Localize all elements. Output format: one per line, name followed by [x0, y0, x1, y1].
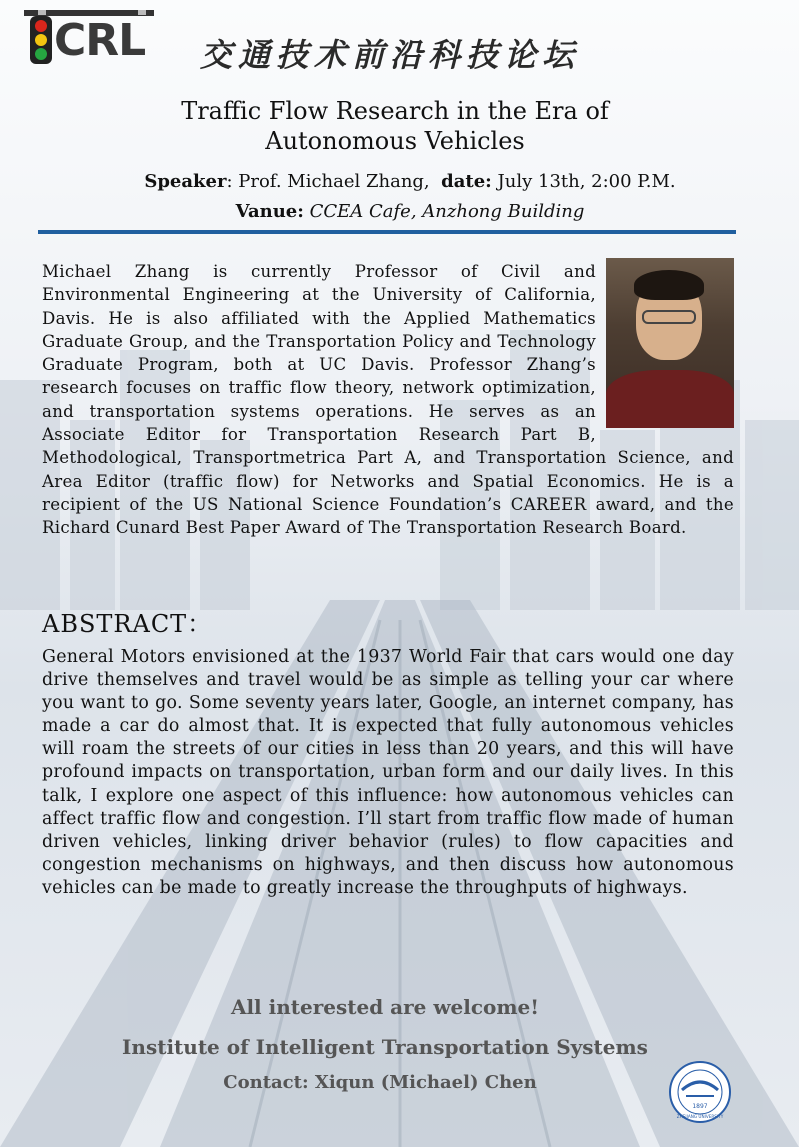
talk-title-line-2: Autonomous Vehicles [265, 127, 525, 155]
crl-logo [24, 10, 156, 66]
logo-bar-chip [38, 10, 46, 15]
logo-text: CRL [54, 15, 146, 66]
venue-value: CCEA Cafe, Anzhong Building [309, 201, 585, 222]
bio-text: Michael Zhang is currently Professor of Civil and Environmental Engineering at the University of California, Davis. He is also affiliated with the Applied Mathematics Graduate Group, and the Transportation Policy and Technology Graduate Program, both at UC Davis. Professor Zhang’s research focuses on traffic flow theory, network optimization, and transportation systems operations. He serves as an Associate Editor for Transportation Research Part B, Methodological, Transportmetrica Part A, and Transportation Science, and Area Editor (traffic flow) for Networks and Spatial Economics. He is a recipient of the US National Science Foundation’s CAREER award, and the Richard Cunard Best Paper Award of The Transportation Research Board. [42, 262, 734, 538]
abstract-heading: ABSTRACT： [42, 610, 213, 638]
date-label: date: [441, 171, 492, 192]
forum-chinese-title: 交通技术前沿科技论坛 [200, 36, 581, 74]
welcome-note: All interested are welcome! [230, 995, 540, 1019]
institute-name: Institute of Intelligent Transportation Systems [122, 1035, 648, 1059]
speaker-name: Prof. Michael Zhang, [238, 171, 430, 192]
talk-title-line-1: Traffic Flow Research in the Era of [181, 97, 609, 125]
contact-line: Contact: Xiqun (Michael) Chen [223, 1072, 537, 1093]
speaker-bio [42, 260, 734, 540]
venue-label: Vanue: [235, 201, 304, 222]
speaker-line [60, 170, 760, 194]
venue-line [60, 200, 760, 224]
zhejiang-university-seal-icon [668, 1060, 732, 1124]
speaker-photo [606, 258, 734, 428]
traffic-light-icon [30, 16, 52, 64]
divider [38, 230, 736, 234]
date-value: July 13th, 2:00 P.M. [497, 171, 676, 192]
abstract-text: General Motors envisioned at the 1937 World Fair that cars would one day drive themselves and travel would be as simple as telling your car where you want to go. Some seventy years later, Google, an internet company, has made a car do almost that. It is expected that fully autonomous vehicles will roam the streets of our cities in less than 20 years, and this will have profound impacts on transportation, urban form and our daily lives. In this talk, I explore one aspect of this influence: how autonomous vehicles can affect traffic flow and congestion. I’ll start from traffic flow made of human driven vehicles, linking driver behavior (rules) to flow capacities and congestion mechanisms on highways, and then discuss how autonomous vehicles can be made to greatly increase the throughputs of highways. [42, 647, 734, 898]
speaker-sep: : [226, 171, 239, 192]
svg-text:ZHEJIANG UNIVERSITY: ZHEJIANG UNIVERSITY [676, 1114, 724, 1119]
svg-text:1897: 1897 [692, 1103, 708, 1110]
talk-title [100, 96, 690, 156]
speaker-label: Speaker [144, 171, 227, 192]
